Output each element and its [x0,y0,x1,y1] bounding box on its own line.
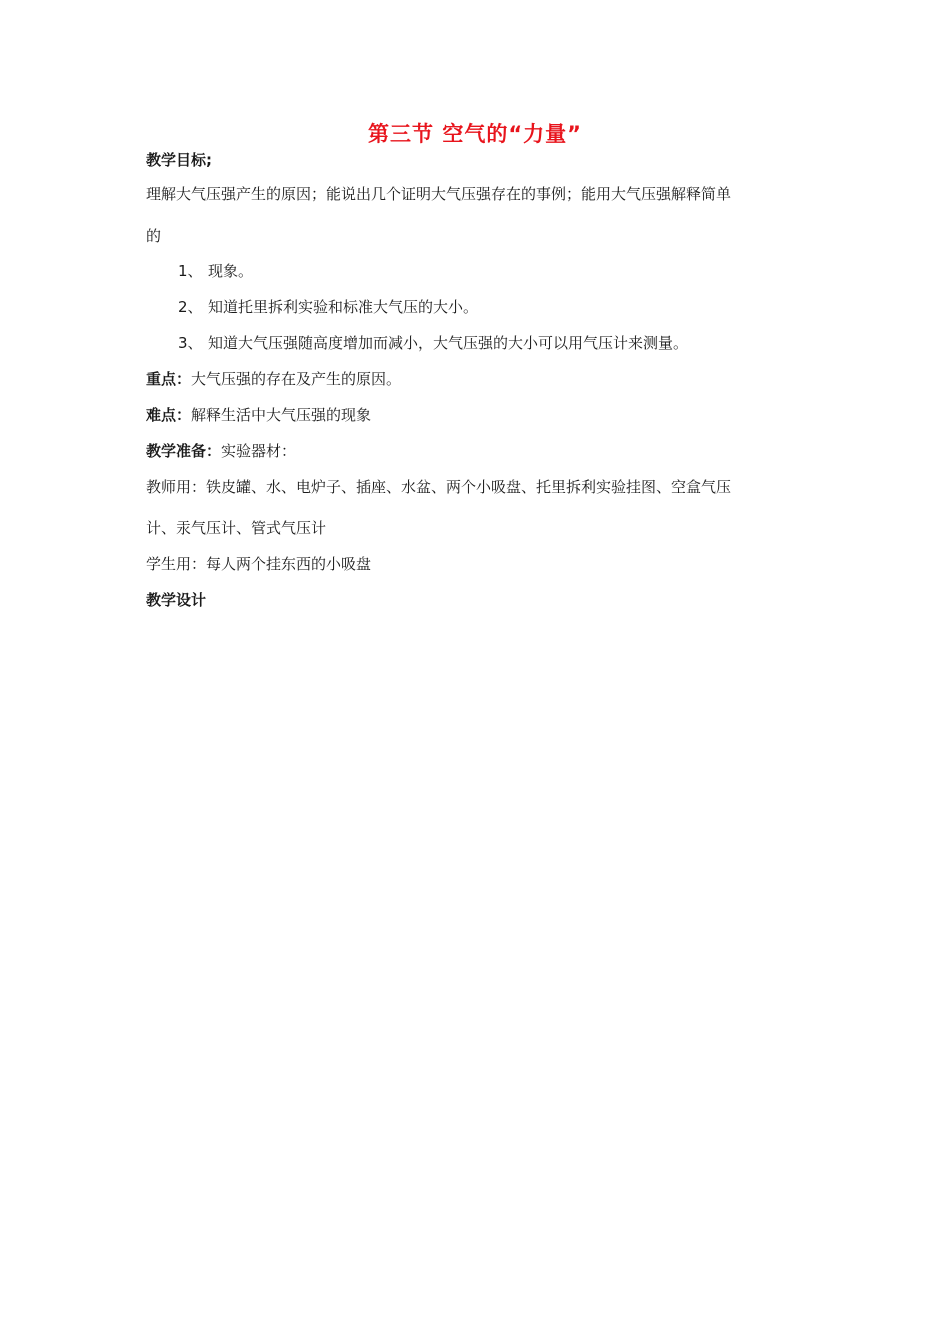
key-point-label: 重点： [146,370,192,388]
student-materials: 学生用：每人两个挂东西的小吸盘 [146,555,372,573]
preparation: 教学准备：实验器材： [146,442,297,460]
preparation-label: 教学准备： [146,442,222,460]
teacher-materials-line2: 计、汞气压计、管式气压计 [146,519,327,537]
objective-item-1: 1、 现象。 [178,262,254,280]
objective-item-3: 3、 知道大气压强随高度增加而减小，大气压强的大小可以用气压计来测量。 [178,334,689,352]
difficulty-label: 难点： [146,406,192,424]
page-title: 第三节 空气的“力量” [368,122,582,146]
objectives-heading: 教学目标; [146,151,212,169]
key-point: 重点：大气压强的存在及产生的原因。 [146,370,402,388]
objectives-intro-line1: 理解大气压强产生的原因；能说出几个证明大气压强存在的事例；能用大气压强解释简单 [146,185,732,203]
objective-item-2: 2、 知道托里拆利实验和标准大气压的大小。 [178,298,479,316]
objectives-intro-line2: 的 [146,227,162,245]
difficulty: 难点：解释生活中大气压强的现象 [146,406,372,424]
design-heading: 教学设计 [146,591,207,609]
teacher-materials-line1: 教师用：铁皮罐、水、电炉子、插座、水盆、两个小吸盘、托里拆利实验挂图、空盒气压 [146,478,732,496]
